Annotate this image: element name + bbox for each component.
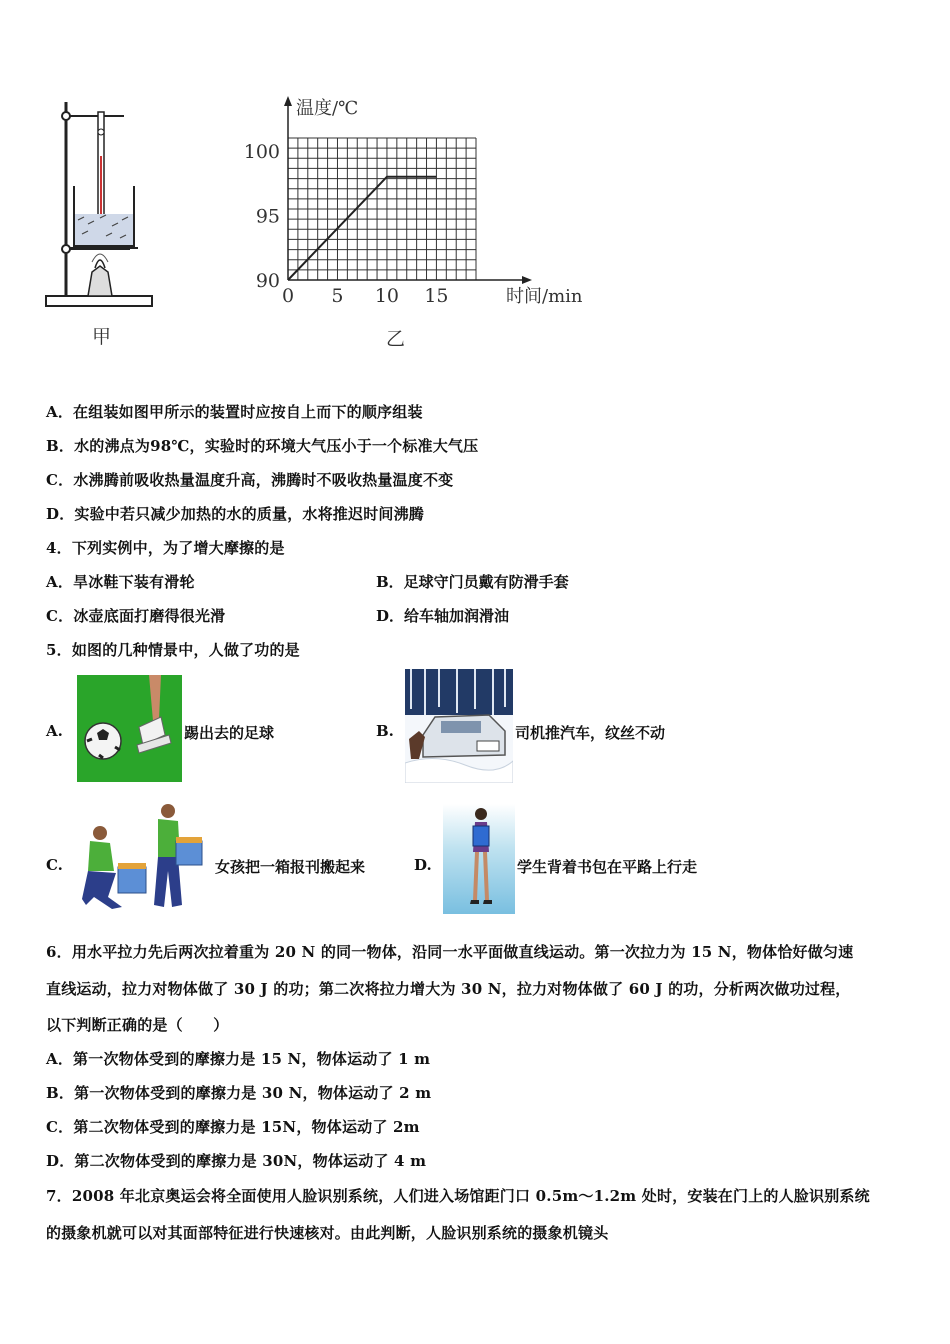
graph-caption: 乙	[386, 328, 406, 350]
temperature-time-chart	[236, 92, 606, 314]
x-tick-label: 0	[281, 285, 295, 307]
y-tick-label: 90	[255, 270, 280, 292]
q5-option-b-letter: B.	[376, 722, 394, 740]
x-axis-arrow	[522, 276, 532, 284]
y-tick-label: 100	[243, 140, 280, 163]
q4-option-c: C．冰壶底面打磨得很光滑	[46, 607, 226, 625]
backpack-icon	[473, 826, 489, 846]
q5-option-c-letter: C.	[46, 856, 63, 874]
q6-option-c: C．第二次物体受到的摩擦力是 15N，物体运动了 2m	[46, 1118, 420, 1136]
chart-grid	[288, 138, 476, 280]
car-push-image	[405, 669, 513, 783]
alcohol-lamp	[88, 266, 112, 296]
q5-option-d-letter: D.	[414, 856, 432, 874]
q7-stem-line-2: 的摄象机就可以对其面部特征进行快速核对。由此判断，人脸识别系统的摄象机镜头	[46, 1224, 609, 1242]
q5-option-a-text: 踢出去的足球	[184, 724, 275, 742]
q5-option-a-letter: A.	[46, 722, 63, 740]
box-icon	[118, 867, 146, 893]
x-tick-label: 5	[331, 285, 344, 307]
q7-stem-line-1: 7．2008 年北京奥运会将全面使用人脸识别系统，人们进入场馆距门口 0.5m～1.2m 处时，安装在门上的人脸识别系统	[46, 1187, 870, 1205]
stand-base	[46, 296, 152, 306]
x-tick-label: 15	[424, 285, 449, 307]
q6-stem-line-3: 以下判断正确的是（ ）	[46, 1016, 229, 1034]
q5-option-b-text: 司机推汽车，纹丝不动	[515, 724, 666, 742]
apparatus-figure	[40, 96, 160, 316]
q3-option-d: D．实验中若只减少加热的水的质量，水将推迟时间沸腾	[46, 505, 425, 523]
q3-option-c: C．水沸腾前吸收热量温度升高，沸腾时不吸收热量温度不变	[46, 471, 454, 489]
q6-option-a: A．第一次物体受到的摩擦力是 15 N，物体运动了 1 m	[46, 1050, 431, 1068]
q3-option-b: B．水的沸点为98℃，实验时的环境大气压小于一个标准大气压	[46, 437, 479, 455]
apparatus-caption: 甲	[92, 326, 112, 348]
y-axis-label: 温度/℃	[296, 98, 359, 119]
q5-option-c-text: 女孩把一箱报刊搬起来	[215, 858, 366, 876]
q4-stem: 4．下列实例中，为了增大摩擦的是	[46, 539, 285, 557]
q5-stem: 5．如图的几种情景中，人做了功的是	[46, 641, 300, 659]
x-tick-label: 10	[374, 285, 400, 307]
walking-student-image	[443, 804, 515, 914]
q6-option-d: D．第二次物体受到的摩擦力是 30N，物体运动了 4 m	[46, 1152, 427, 1170]
q4-option-d: D．给车轴加润滑油	[376, 607, 510, 625]
q5-option-d-text: 学生背着书包在平路上行走	[517, 858, 698, 876]
y-axis-arrow	[284, 96, 292, 106]
q6-option-b: B．第一次物体受到的摩擦力是 30 N，物体运动了 2 m	[46, 1084, 432, 1102]
temperature-series-line	[288, 177, 436, 280]
lifting-box-image	[78, 801, 208, 913]
y-tick-label: 95	[255, 205, 280, 228]
q3-option-a: A．在组装如图甲所示的装置时应按自上而下的顺序组装	[46, 403, 423, 421]
soccer-kick-image	[77, 675, 182, 782]
q4-option-b: B．足球守门员戴有防滑手套	[376, 573, 569, 591]
q6-stem-line-2: 直线运动，拉力对物体做了 30 J 的功；第二次将拉力增大为 30 N，拉力对物体做了 60 J 的功，分析两次做功过程，	[46, 980, 851, 998]
q6-stem-line-1: 6．用水平拉力先后两次拉着重为 20 N 的同一物体，沿同一水平面做直线运动。第一次拉力为 15 N，物体恰好做匀速	[46, 943, 854, 961]
x-axis-label: 时间/min	[506, 286, 583, 307]
q4-option-a: A．旱冰鞋下装有滑轮	[46, 573, 195, 591]
